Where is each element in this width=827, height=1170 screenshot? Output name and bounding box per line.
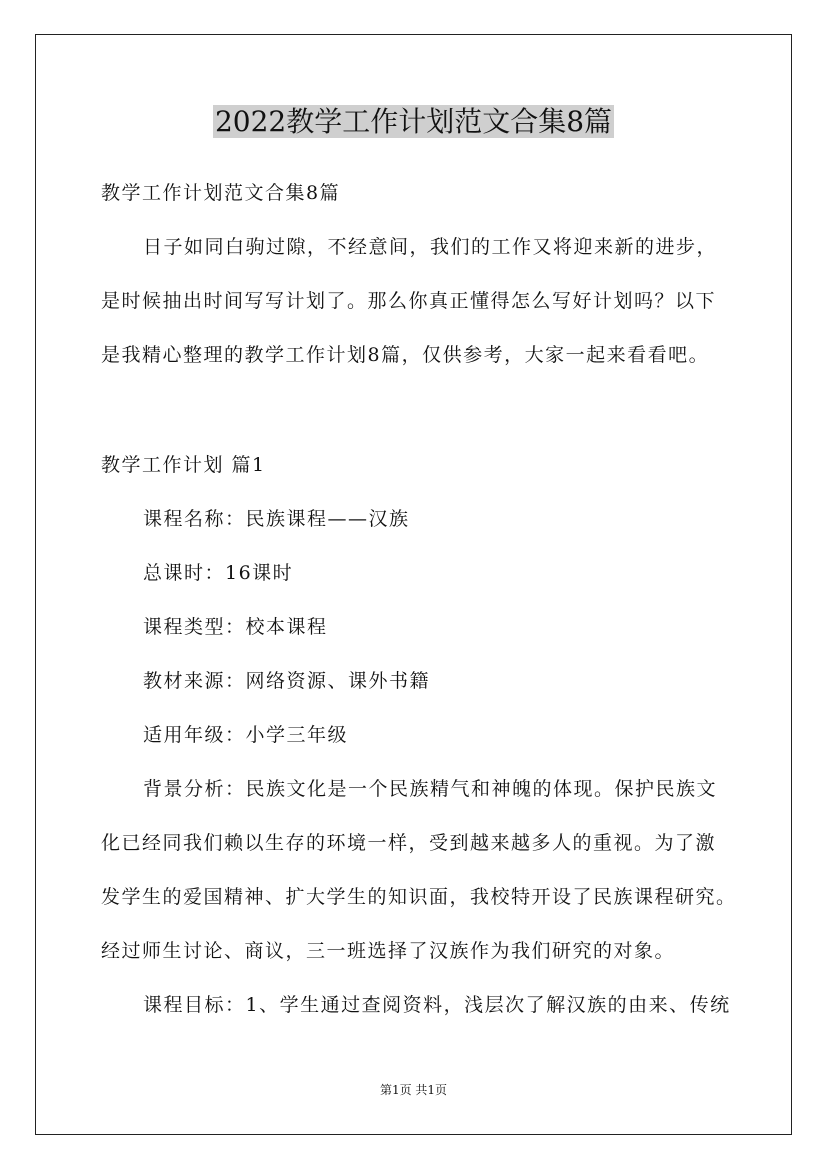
page-footer: 第1页 共1页	[379, 1083, 448, 1097]
material-source-line: 教材来源：网络资源、课外书籍	[143, 670, 431, 692]
background-line: 发学生的爱国精神、扩大学生的知识面，我校特开设了民族课程研究。	[101, 886, 737, 908]
paragraph-line: 是我精心整理的教学工作计划8篇，仅供参考，大家一起来看看吧。	[101, 344, 710, 366]
background-line: 背景分析：民族文化是一个民族精气和神魄的体现。保护民族文	[143, 778, 718, 800]
background-line: 经过师生讨论、商议，三一班选择了汉族作为我们研究的对象。	[101, 940, 676, 962]
subtitle-line: 教学工作计划范文合集8篇	[101, 182, 341, 204]
course-type-line: 课程类型：校本课程	[143, 616, 328, 638]
document-title: 2022教学工作计划范文合集8篇	[214, 105, 613, 138]
grade-line: 适用年级：小学三年级	[143, 724, 349, 746]
paragraph-line: 是时候抽出时间写写计划了。那么你真正懂得怎么写好计划吗？以下	[101, 290, 717, 312]
total-hours-line: 总课时：16课时	[143, 562, 294, 584]
paragraph-line: 日子如同白驹过隙，不经意间，我们的工作又将迎来新的进步，	[143, 236, 718, 258]
course-goal-line: 课程目标：1、学生通过查阅资料，浅层次了解汉族的由来、传统	[143, 994, 731, 1016]
background-line: 化已经同我们赖以生存的环境一样，受到越来越多人的重视。为了激	[101, 832, 717, 854]
course-name-line: 课程名称：民族课程——汉族	[143, 508, 410, 530]
section-heading: 教学工作计划 篇1	[101, 454, 266, 476]
